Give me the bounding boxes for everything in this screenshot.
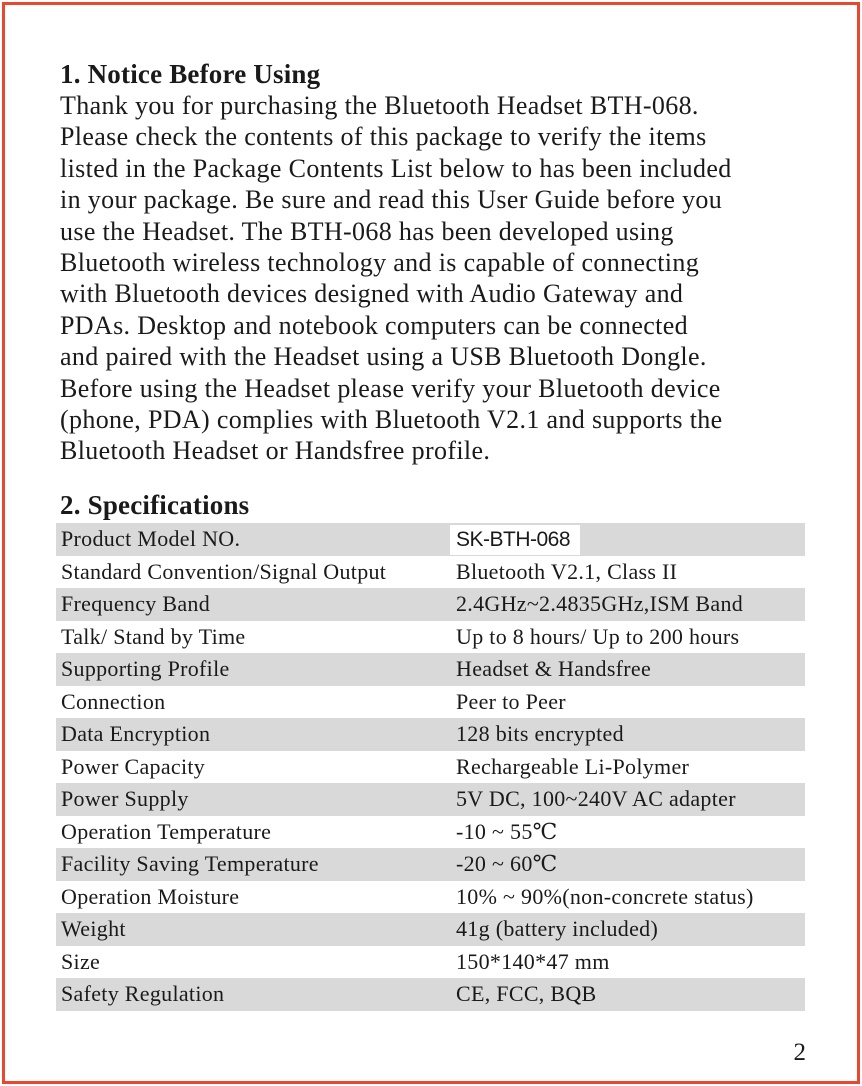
- notice-line: use the Headset. The BTH-068 has been developed using: [60, 216, 674, 246]
- spec-value: 10% ~ 90%(non-concrete status): [456, 883, 754, 909]
- spec-row: [56, 621, 805, 654]
- spec-value: 150*140*47 mm: [456, 948, 610, 974]
- spec-row: [56, 848, 805, 881]
- spec-row: [56, 751, 805, 784]
- spec-row: [56, 816, 805, 849]
- notice-line: Bluetooth Headset or Handsfree profile.: [60, 436, 491, 466]
- spec-label: Frequency Band: [61, 591, 210, 617]
- notice-line: and paired with the Headset using a USB Bluetooth Dongle.: [60, 342, 707, 372]
- notice-line: listed in the Package Contents List below to has been included: [60, 153, 732, 183]
- spec-value: 128 bits encrypted: [456, 721, 624, 747]
- spec-value: Peer to Peer: [456, 688, 566, 714]
- spec-row: [56, 686, 805, 719]
- spec-value: Bluetooth V2.1, Class II: [456, 558, 678, 584]
- spec-label: Data Encryption: [61, 721, 211, 747]
- notice-line: (phone, PDA) complies with Bluetooth V2.1 and supports the: [60, 405, 723, 435]
- spec-label: Operation Temperature: [61, 818, 272, 844]
- spec-row: [56, 978, 805, 1011]
- spec-label: Standard Convention/Signal Output: [61, 558, 387, 584]
- notice-line: Bluetooth wireless technology and is capable of connecting: [60, 248, 700, 278]
- notice-line: in your package. Be sure and read this User Guide before you: [60, 185, 723, 215]
- specifications-table: [56, 523, 805, 1011]
- spec-label: Power Capacity: [61, 753, 206, 779]
- spec-value: Rechargeable Li-Polymer: [456, 753, 690, 779]
- spec-value: CE, FCC, BQB: [456, 981, 597, 1007]
- spec-value: [451, 523, 805, 556]
- spec-label: Talk/ Stand by Time: [61, 623, 246, 649]
- spec-row: [56, 783, 805, 816]
- notice-title: 1. Notice Before Using: [60, 59, 321, 89]
- notice-line: PDAs. Desktop and notebook computers can be connected: [60, 310, 688, 340]
- spec-row: [56, 653, 805, 686]
- notice-section: [60, 58, 830, 467]
- spec-row: [56, 588, 805, 621]
- spec-value: 2.4GHz~2.4835GHz,ISM Band: [456, 591, 744, 617]
- page-number: 2: [793, 1039, 806, 1066]
- spec-label: Facility Saving Temperature: [61, 851, 319, 877]
- spec-row: [56, 913, 805, 946]
- spec-label: Product Model NO.: [61, 526, 241, 552]
- notice-line: Thank you for purchasing the Bluetooth Headset BTH-068.: [60, 91, 699, 120]
- spec-label: Safety Regulation: [61, 981, 225, 1007]
- spec-row: [56, 946, 805, 979]
- spec-label: Connection: [61, 688, 166, 714]
- notice-line: Before using the Headset please verify your Bluetooth device: [60, 373, 721, 403]
- spec-value: -20 ~ 60℃: [456, 851, 558, 877]
- spec-row: [56, 881, 805, 914]
- spec-label: Power Supply: [61, 786, 189, 812]
- notice-line: with Bluetooth devices designed with Audio Gateway and: [60, 279, 684, 309]
- notice-line: Please check the contents of this package to verify the items: [60, 122, 707, 152]
- spec-label: Operation Moisture: [61, 883, 240, 909]
- spec-value: 41g (battery included): [456, 916, 659, 942]
- spec-label: Weight: [61, 916, 126, 942]
- spec-label: Size: [61, 948, 101, 974]
- model-number-value: SK-BTH-068: [450, 525, 580, 555]
- spec-value: -10 ~ 55℃: [456, 818, 558, 844]
- spec-value: 5V DC, 100~240V AC adapter: [456, 786, 736, 812]
- spec-value: Up to 8 hours/ Up to 200 hours: [456, 623, 740, 649]
- spec-value: Headset & Handsfree: [456, 656, 652, 682]
- spec-row: [56, 556, 805, 589]
- specifications-title: 2. Specifications: [60, 490, 250, 520]
- spec-row: [56, 523, 805, 556]
- spec-label: Supporting Profile: [61, 656, 230, 682]
- spec-row: [56, 718, 805, 751]
